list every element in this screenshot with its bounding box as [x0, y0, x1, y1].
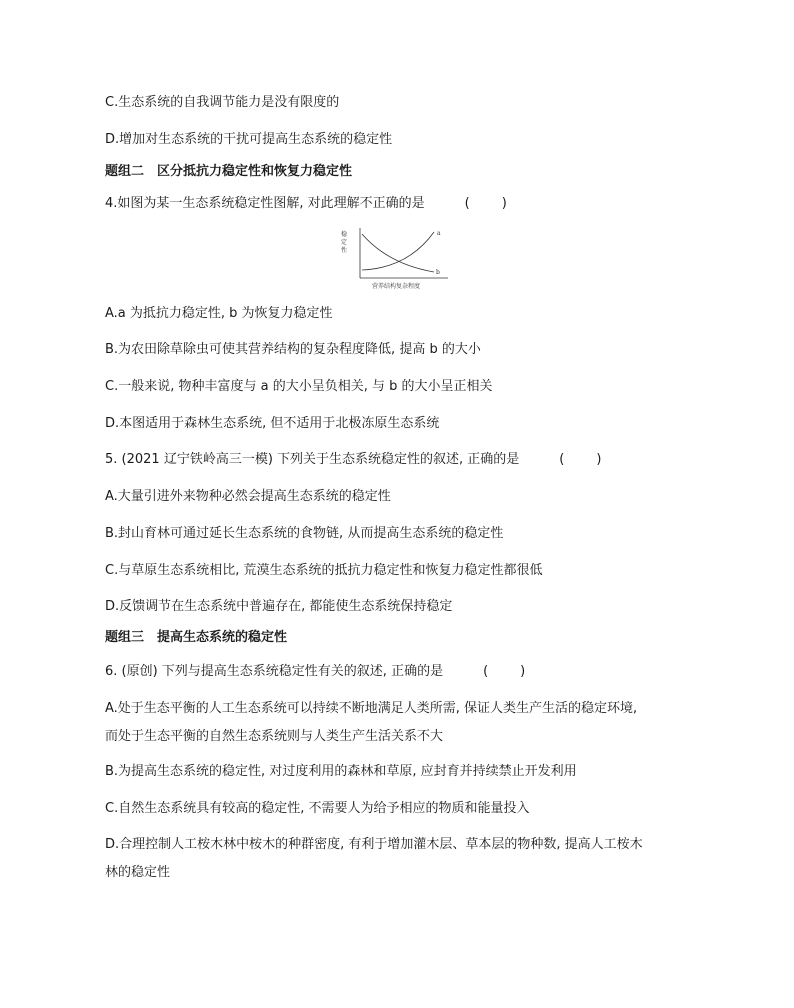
curve-b	[362, 234, 434, 272]
stability-figure	[338, 224, 458, 292]
question-5-option-c: C.与草原生态系统相比, 荒漠生态系统的抵抗力稳定性和恢复力稳定性都很低	[105, 563, 543, 578]
option-d-prev: D.增加对生态系统的干扰可提高生态系统的稳定性	[105, 132, 393, 147]
question-5-text: 5. (2021 辽宁铁岭高三一模) 下列关于生态系统稳定性的叙述, 正确的是	[105, 452, 520, 467]
question-6-option-b: B.为提高生态系统的稳定性, 对过度利用的森林和草原, 应封育并持续禁止开发利用	[105, 764, 577, 779]
question-5-stem	[105, 451, 603, 469]
question-4-option-a: A.a 为抵抗力稳定性, b 为恢复力稳定性	[105, 306, 333, 321]
question-6-text: 6. (原创) 下列与提高生态系统稳定性有关的叙述, 正确的是	[105, 664, 444, 679]
question-6-option-a-line1: A.处于生态平衡的人工生态系统可以持续不断地满足人类所需, 保证人类生产生活的稳定环境,	[105, 701, 638, 716]
curve-b-label: b	[436, 269, 440, 276]
question-6-stem	[105, 663, 527, 681]
question-6-option-d-line1: D.合理控制人工桉木林中桉木的种群密度, 有利于增加灌木层、草本层的物种数, 提高人工桉木	[105, 837, 643, 852]
answer-blank: ( )	[559, 452, 604, 467]
question-6-option-a-line2: 而处于生态平衡的自然生态系统则与人类生产生活关系不大	[105, 729, 444, 744]
question-4-option-d: D.本图适用于森林生态系统, 但不适用于北极冻原生态系统	[105, 416, 440, 431]
answer-blank: ( )	[483, 664, 528, 679]
section-heading-2: 题组二 区分抵抗力稳定性和恢复力稳定性	[105, 164, 353, 179]
question-4-option-c: C.一般来说, 物种丰富度与 a 的大小呈负相关, 与 b 的大小呈正相关	[105, 379, 493, 394]
curve-a	[362, 232, 434, 270]
question-5-option-a: A.大量引进外来物种必然会提高生态系统的稳定性	[105, 489, 391, 504]
section-heading-3: 题组三 提高生态系统的稳定性	[105, 630, 288, 645]
svg-text:性: 性	[341, 247, 348, 254]
question-4-text: 4.如图为某一生态系统稳定性图解, 对此理解不正确的是	[105, 196, 425, 211]
svg-text:稳: 稳	[341, 231, 348, 238]
answer-blank: ( )	[464, 196, 509, 211]
curve-a-label: a	[437, 230, 441, 237]
question-5-option-d: D.反馈调节在生态系统中普遍存在, 都能使生态系统保持稳定	[105, 599, 453, 614]
question-6-option-d-line2: 林的稳定性	[105, 865, 171, 880]
figure-y-axis-label	[341, 230, 348, 254]
question-4-option-b: B.为农田除草除虫可使其营养结构的复杂程度降低, 提高 b 的大小	[105, 342, 481, 357]
question-5-option-b: B.封山育林可通过延长生态系统的食物链, 从而提高生态系统的稳定性	[105, 526, 504, 541]
question-4-stem	[105, 195, 509, 213]
option-c-prev: C.生态系统的自我调节能力是没有限度的	[105, 95, 340, 110]
svg-text:定: 定	[341, 239, 348, 246]
question-6-option-c: C.自然生态系统具有较高的稳定性, 不需要人为给予相应的物质和能量投入	[105, 801, 530, 816]
figure-x-axis-label: 营养结构复杂程度	[372, 283, 421, 290]
